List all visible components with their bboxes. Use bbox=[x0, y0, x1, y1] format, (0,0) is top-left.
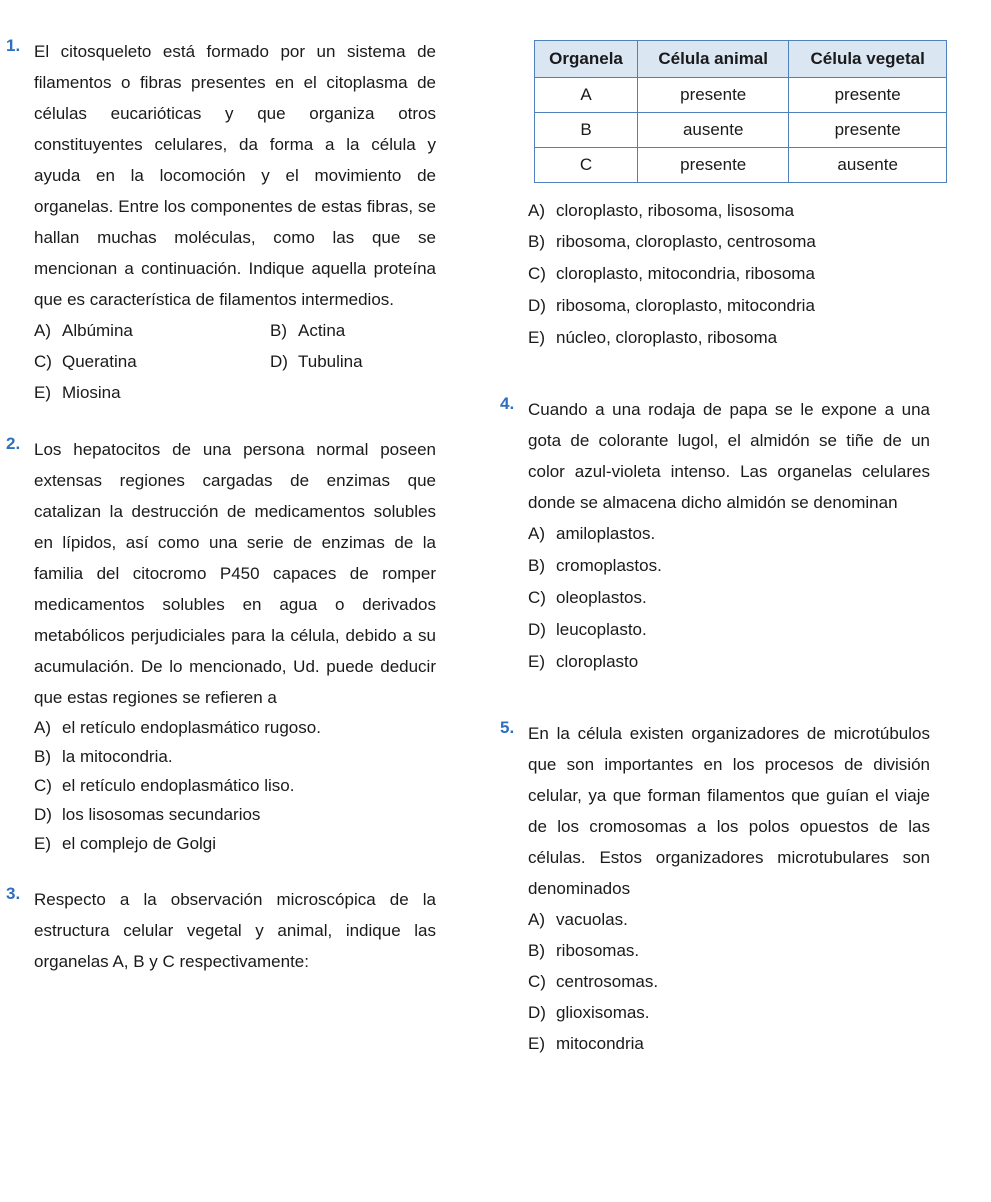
table-row bbox=[535, 78, 947, 113]
option-d[interactable]: D) ribosoma, cloroplasto, mitocondria bbox=[528, 296, 815, 315]
table-row bbox=[535, 113, 947, 148]
table-cell: ausente bbox=[789, 148, 947, 183]
question-stem: Los hepatocitos de una persona normal poseen extensas regiones cargadas de enzimas que catalizan la destrucción de medicamentos solubles en lípidos, así como una serie de enzimas de la familia del citocromo P450 capaces de romper medicamentos solubles en agua o derivados metabólicos perjudiciales para la célula, debido a su acumulación. De lo mencionado, Ud. puede deducir que estas regiones se refieren a bbox=[34, 440, 436, 707]
option-e[interactable]: E) núcleo, cloroplasto, ribosoma bbox=[528, 328, 778, 347]
question-stem: El citosqueleto está formado por un sistema de filamentos o fibras presentes en el citoplasma de células eucarióticas y que organiza otros constituyentes celulares, da forma a la célula y ayuda en la locomoción y el movimiento de organelas. Entre los componentes de estas fibras, se hallan muchas moléculas, como las que se mencionan a continuación. Indique aquella proteína que es característica de filamentos intermedios. bbox=[34, 42, 436, 309]
question-1 bbox=[6, 36, 436, 408]
table-cell: presente bbox=[638, 78, 789, 113]
option-e[interactable]: E) Miosina bbox=[34, 383, 121, 402]
table-cell: B bbox=[535, 113, 638, 148]
option-a[interactable]: A) Albúmina bbox=[34, 321, 133, 340]
question-3-options bbox=[528, 195, 930, 354]
table-cell: C bbox=[535, 148, 638, 183]
option-c[interactable]: C) Queratina bbox=[34, 352, 137, 371]
table-header: Organela bbox=[535, 41, 638, 78]
option-d[interactable]: D) leucoplasto. bbox=[528, 620, 647, 639]
option-c[interactable]: C) oleoplastos. bbox=[528, 588, 647, 607]
option-a[interactable]: A) vacuolas. bbox=[528, 910, 628, 929]
option-a[interactable]: A) el retículo endoplasmático rugoso. bbox=[34, 718, 321, 737]
options-list bbox=[34, 315, 436, 408]
question-number: 3. bbox=[6, 884, 21, 903]
question-2 bbox=[6, 434, 436, 858]
table-cell: presente bbox=[638, 148, 789, 183]
table-cell: presente bbox=[789, 113, 947, 148]
question-number: 4. bbox=[500, 394, 515, 413]
table-row bbox=[535, 148, 947, 183]
right-column bbox=[500, 40, 930, 1085]
options-list bbox=[528, 518, 930, 678]
question-5 bbox=[500, 718, 930, 1059]
question-stem: En la célula existen organizadores de microtúbulos que son importantes en los procesos de división celular, ya que forman filamentos que guían el viaje de los cromosomas a los polos opuestos de las células. Estos organizadores microtubulares son denominados bbox=[528, 724, 930, 898]
option-c[interactable]: C) cloroplasto, mitocondria, ribosoma bbox=[528, 264, 815, 283]
option-e[interactable]: E) mitocondria bbox=[528, 1034, 644, 1053]
table-header: Célula vegetal bbox=[789, 41, 947, 78]
table-header: Célula animal bbox=[638, 41, 789, 78]
options-list bbox=[528, 904, 930, 1059]
option-d[interactable]: D) Tubulina bbox=[270, 352, 363, 371]
option-b[interactable]: B) ribosomas. bbox=[528, 941, 640, 960]
option-b[interactable]: B) cromoplastos. bbox=[528, 556, 662, 575]
options-list bbox=[34, 713, 436, 858]
table-cell: presente bbox=[789, 78, 947, 113]
question-4 bbox=[500, 394, 930, 678]
option-b[interactable]: B) ribosoma, cloroplasto, centrosoma bbox=[528, 232, 816, 251]
table-cell: A bbox=[535, 78, 638, 113]
option-d[interactable]: D) los lisosomas secundarios bbox=[34, 805, 261, 824]
option-d[interactable]: D) glioxisomas. bbox=[528, 1003, 650, 1022]
question-number: 2. bbox=[6, 434, 21, 453]
organelle-table bbox=[534, 40, 947, 183]
question-number: 1. bbox=[6, 36, 21, 55]
option-a[interactable]: A) amiloplastos. bbox=[528, 524, 656, 543]
option-e[interactable]: E) cloroplasto bbox=[528, 652, 639, 671]
option-c[interactable]: C) el retículo endoplasmático liso. bbox=[34, 776, 295, 795]
option-c[interactable]: C) centrosomas. bbox=[528, 972, 659, 991]
question-3 bbox=[6, 884, 436, 977]
option-b[interactable]: B) Actina bbox=[270, 321, 346, 340]
table-cell: ausente bbox=[638, 113, 789, 148]
option-e[interactable]: E) el complejo de Golgi bbox=[34, 834, 217, 853]
option-b[interactable]: B) la mitocondria. bbox=[34, 747, 173, 766]
left-column bbox=[6, 36, 436, 1003]
question-stem: Cuando a una rodaja de papa se le expone a una gota de colorante lugol, el almidón se tiñe de un color azul-violeta intenso. Las organelas celulares donde se almacena dicho almidón se denominan bbox=[528, 400, 930, 512]
question-number: 5. bbox=[500, 718, 515, 737]
question-stem: Respecto a la observación microscópica de la estructura celular vegetal y animal, indique las organelas A, B y C respectivamente: bbox=[34, 890, 436, 971]
option-a[interactable]: A) cloroplasto, ribosoma, lisosoma bbox=[528, 201, 795, 220]
